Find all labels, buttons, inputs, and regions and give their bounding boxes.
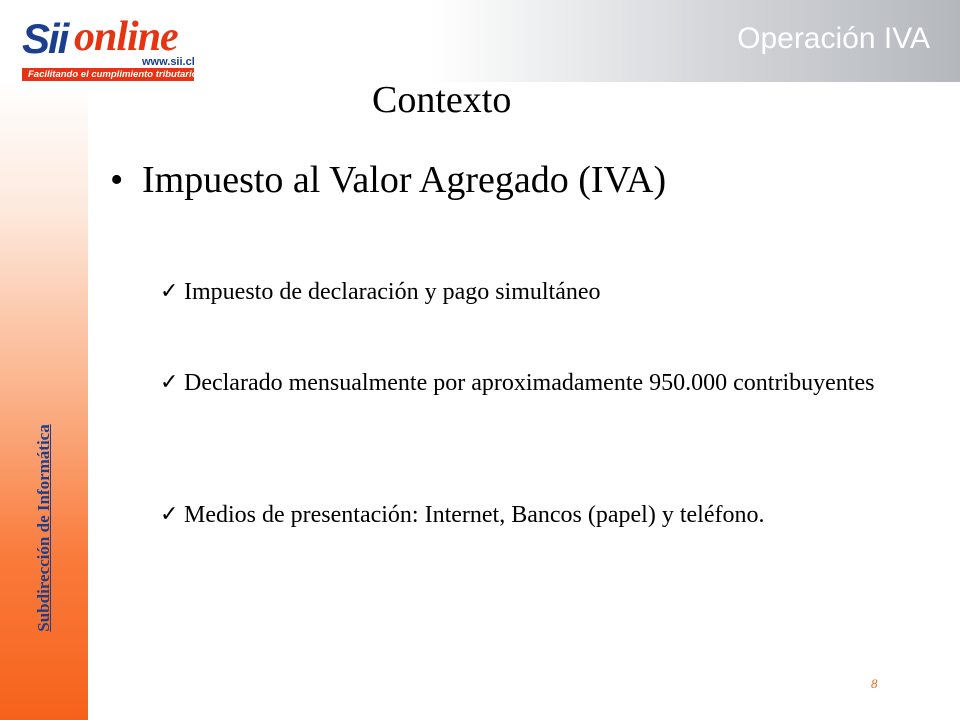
sub-item-text: Impuesto de declaración y pago simultáneo xyxy=(184,279,601,305)
page-number: 8 xyxy=(871,676,878,691)
sub-item-3 xyxy=(160,498,904,532)
main-bullet-text: Impuesto al Valor Agregado (IVA) xyxy=(142,159,667,201)
checkmark-icon: ✓ xyxy=(160,502,179,527)
main-bullet xyxy=(110,158,666,202)
sub-item-text: Declarado mensualmente por aproximadamente 950.000 contribuyentes xyxy=(184,370,875,396)
logo-online-text: online xyxy=(74,14,178,60)
sub-item-1 xyxy=(160,275,904,309)
sub-item-text: Medios de presentación: Internet, Bancos (papel) y teléfono. xyxy=(184,502,765,528)
logo-sii-text: Sii xyxy=(22,15,68,62)
header-title: Operación IVA xyxy=(737,22,930,55)
logo-tagline: Facilitando el cumplimiento tributario xyxy=(22,68,194,81)
bullet-dot-icon: • xyxy=(110,159,124,201)
sii-online-logo xyxy=(22,14,222,80)
sub-item-2 xyxy=(160,366,904,400)
logo-url: www.sii.cl xyxy=(142,56,195,68)
page-title: Contexto xyxy=(372,79,512,121)
checkmark-icon: ✓ xyxy=(160,370,179,395)
checkmark-icon: ✓ xyxy=(160,279,179,304)
side-label: Subdirección de Informática xyxy=(34,424,53,632)
